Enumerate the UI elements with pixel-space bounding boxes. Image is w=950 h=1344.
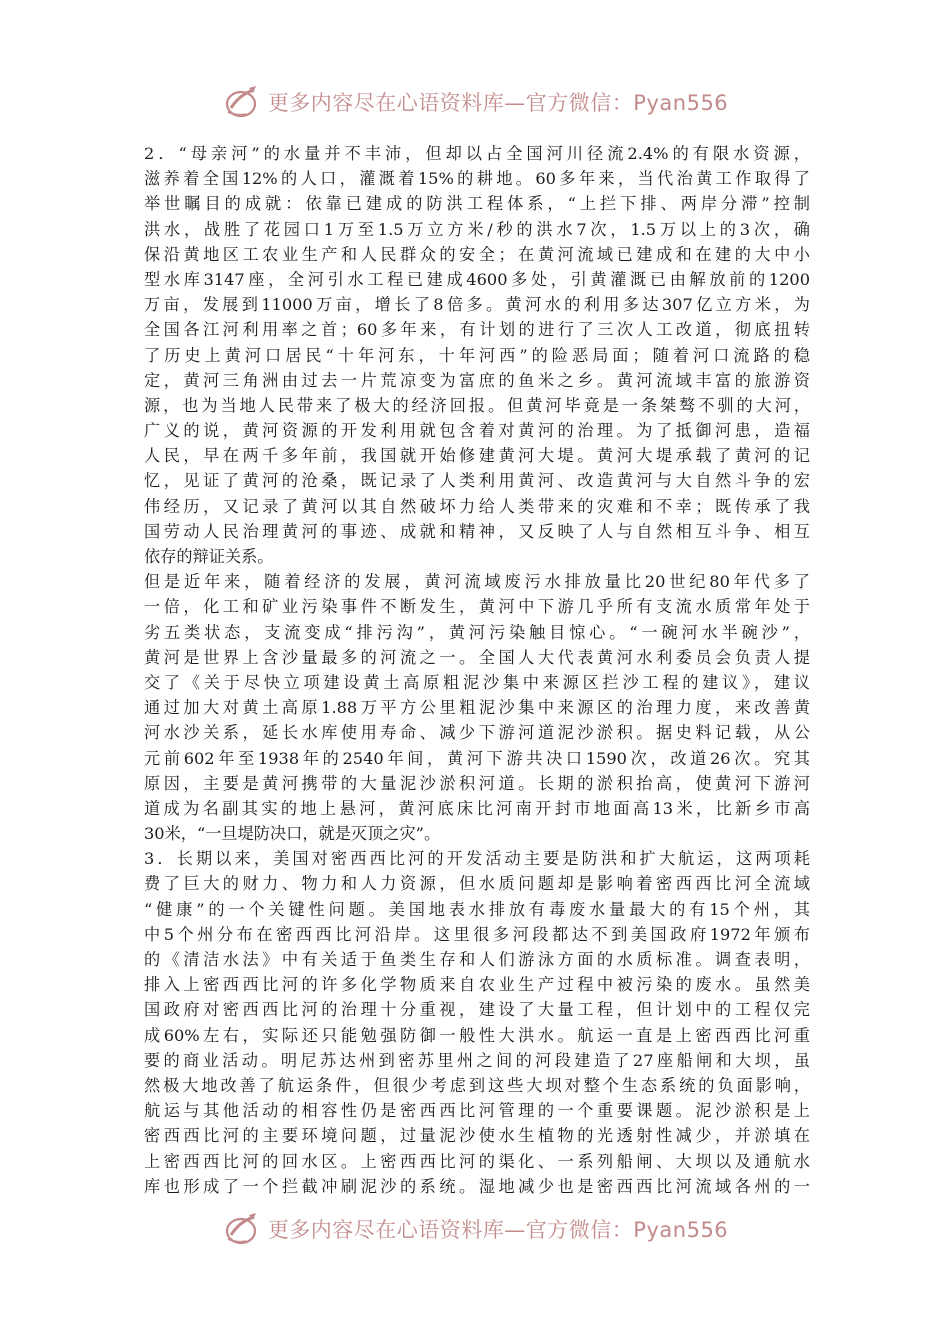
text-line: 劣五类状态，支流变成“排污沟”，黄河污染触目惊心。“一碗河水半碗沙”， [144, 622, 810, 642]
text-line: 排入上密西西比河的许多化学物质来自农业生产过程中被污染的废水。虽然美 [144, 975, 810, 995]
text-line: 了历史上黄河口居民“十年河东，十年河西”的险恶局面；随着河口流路的稳 [144, 345, 810, 365]
text-line: 洪水，战胜了花园口1万至1.5万立方米/秒的洪水7次，1.5万以上的3次，确 [144, 219, 810, 239]
text-line: 举世瞩目的成就：依靠已建成的防洪工程体系，“上拦下排、两岸分滞”控制 [144, 194, 810, 214]
text-line: 的《清洁水法》中有关适于鱼类生存和人们游泳方面的水质标准。调查表明， [144, 950, 810, 969]
text-line: 中5个州分布在密西西比河沿岸。这里很多河段都达不到美国政府1972年颁布 [144, 924, 810, 944]
text-line: 要的商业活动。明尼苏达州到密苏里州之间的河段建造了27座船闸和大坝，虽 [144, 1050, 810, 1070]
text-line: 人民，早在两千多年前，我国就开始修建黄河大堤。黄河大堤承载了黄河的记 [144, 446, 810, 466]
text-line: 30米，“一旦堤防决口，就是灭顶之灾”。 [144, 824, 441, 844]
text-line: 国政府对密西西比河的治理十分重视，建设了大量工程，但计划中的工程仅完 [144, 1000, 810, 1020]
text-line: 成60%左右，实际还只能勉强防御一般性大洪水。航运一直是上密西西比河重 [144, 1025, 810, 1045]
text-line: 河水沙关系，延长水库使用寿命、减少下游河道泥沙淤积。据史料记载，从公 [144, 723, 810, 743]
text-line: 上密西西比河的回水区。上密西西比河的渠化、一系列船闸、大坝以及通航水 [144, 1151, 810, 1171]
text-line: 3．长期以来，美国对密西西比河的开发活动主要是防洪和扩大航运，这两项耗 [144, 849, 810, 869]
text-line: 费了巨大的财力、物力和人力资源，但水质问题却是影响着密西西比河全流域 [144, 874, 810, 894]
pen-scroll-logo-icon [222, 1209, 262, 1249]
text-line: 道成为名副其实的地上悬河，黄河底床比河南开封市地面高13米，比新乡市高 [144, 798, 810, 818]
banner-text: 更多内容尽在心语资料库—官方微信：Pyan556 [267, 1218, 729, 1242]
text-line: 但是近年来，随着经济的发展，黄河流域废污水排放量比20世纪80年代多了 [144, 572, 810, 592]
text-line: 保沿黄地区工农业生产和人民群众的安全；在黄河流域已建成和在建的大中小 [144, 244, 810, 264]
text-line: 定，黄河三角洲由过去一片荒凉变为富庶的鱼米之乡。黄河流域丰富的旅游资 [144, 370, 810, 390]
text-line: 源，也为当地人民带来了极大的经济回报。但黄河毕竟是一条桀骜不驯的大河， [144, 395, 810, 415]
text-line: 原因，主要是黄河携带的大量泥沙淤积河道。长期的淤积抬高，使黄河下游河 [144, 773, 810, 793]
text-line: 一倍，化工和矿业污染事件不断发生，黄河中下游几乎所有支流水质常年处于 [144, 597, 810, 617]
text-line: 滋养着全国12%的人口，灌溉着15%的耕地。60多年来，当代治黄工作取得了 [144, 169, 810, 189]
text-line: 交了《关于尽快立项建设黄土高原粗泥沙集中来源区拦沙工程的建议》，建议 [144, 672, 810, 692]
text-line: 国劳动人民治理黄河的事迹、成就和精神，又反映了人与自然相互斗争、相互 [144, 521, 810, 541]
text-line: 然极大地改善了航运条件，但很少考虑到这些大坝对整个生态系统的负面影响， [144, 1075, 810, 1095]
footer-banner [0, 1207, 950, 1251]
banner-text: 更多内容尽在心语资料库—官方微信：Pyan556 [267, 91, 729, 115]
text-line: 密西西比河的主要环境问题，过量泥沙使水生植物的光透射性减少，并淤填在 [144, 1126, 810, 1146]
document-body [144, 141, 810, 1199]
text-line: 型水库3147座，全河引水工程已建成4600多处，引黄灌溉已由解放前的1200 [144, 269, 810, 289]
text-line: 2．“母亲河”的水量并不丰沛，但却以占全国河川径流2.4%的有限水资源， [144, 144, 810, 163]
text-line: 航运与其他活动的相容性仍是密西西比河管理的一个重要课题。泥沙淤积是上 [144, 1101, 810, 1121]
text-line: 万亩，发展到11000万亩，增长了8倍多。黄河水的利用多达307亿立方米，为 [144, 295, 810, 315]
text-line: 全国各江河利用率之首；60多年来，有计划的进行了三次人工改道，彻底扭转 [144, 320, 810, 340]
text-line: 依存的辩证关系。 [144, 547, 274, 566]
text-line: 黄河是世界上含沙量最多的河流之一。全国人大代表黄河水利委员会负责人提 [144, 647, 810, 667]
text-line: “健康”的一个关键性问题。美国地表水排放有毒废水量最大的有15个州，其 [144, 899, 810, 919]
pen-scroll-logo-icon [222, 82, 262, 122]
text-line: 广义的说，黄河资源的开发利用就包含着对黄河的治理。为了抵御河患，造福 [144, 421, 810, 441]
text-line: 库也形成了一个拦截冲刷泥沙的系统。湿地减少也是密西西比河流域各州的一 [144, 1176, 810, 1196]
text-line: 通过加大对黄土高原1.88万平方公里粗泥沙集中来源区的治理力度，来改善黄 [144, 698, 810, 718]
header-banner [0, 80, 950, 124]
text-line: 忆，见证了黄河的沧桑，既记录了人类利用黄河、改造黄河与大自然斗争的宏 [144, 471, 810, 491]
text-line: 元前602年至1938年的2540年间，黄河下游共决口1590次，改道26次。究其 [144, 748, 810, 768]
text-line: 伟经历，又记录了黄河以其自然破坏力给人类带来的灾难和不幸；既传承了我 [144, 496, 810, 516]
